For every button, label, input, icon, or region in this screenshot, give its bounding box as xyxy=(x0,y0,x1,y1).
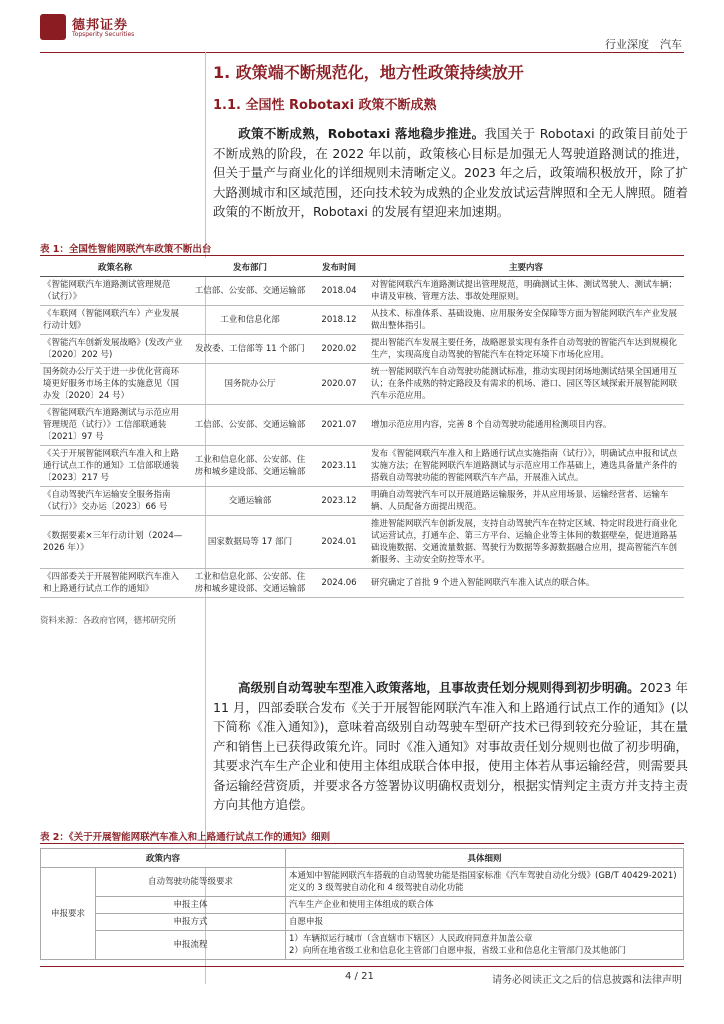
company-logo-icon xyxy=(40,14,66,40)
table-row xyxy=(40,364,684,405)
column-header: 政策内容 xyxy=(41,849,286,868)
content-cell: 推进智能网联汽车创新发展，支持自动驾驶汽车在特定区域、特定时段进行商业化试运营试点，打通车企、第三方平台、运输企业等主体间的数据壁垒，促进道路基础设施数据、交通流量数据、驾驶行为数据等多源数据融合应用，提高智能汽车创新服务、主动安全防控等水平。 xyxy=(368,516,684,569)
date-cell: 2018.12 xyxy=(310,306,368,335)
table-row xyxy=(40,446,684,487)
footer-divider xyxy=(40,966,684,967)
department-cell: 发改委、工信部等 11 个部门 xyxy=(190,335,310,364)
department-cell: 国务院办公厅 xyxy=(190,364,310,405)
department-cell: 工业和信息化部、公安部、住房和城乡建设部、交通运输部 xyxy=(190,446,310,487)
paragraph-lead: 政策不断成熟，Robotaxi 落地稳步推进。 xyxy=(238,126,485,141)
table-row xyxy=(41,897,684,914)
paragraph-admission-policy xyxy=(213,678,688,815)
item-name-cell: 自动驾驶功能等级要求 xyxy=(96,868,286,897)
column-header: 主要内容 xyxy=(368,258,684,277)
item-name-cell: 申报方式 xyxy=(96,914,286,931)
policy-name-cell: 《四部委关于开展智能网联汽车准入和上路通行试点工作的通知》 xyxy=(40,569,190,598)
notice-detail-table xyxy=(40,848,684,960)
department-cell: 工业和信息化部、公安部、住房和城乡建设部、交通运输部 xyxy=(190,569,310,598)
content-cell: 从技术、标准体系、基础设施、应用服务安全保障等方面为智能网联汽车产业发展做出整体指引。 xyxy=(368,306,684,335)
subsection-heading: 1.1. 全国性 Robotaxi 政策不断成熟 xyxy=(213,98,437,113)
department-cell: 国家数据局等 17 部门 xyxy=(190,516,310,569)
item-name-cell: 申报主体 xyxy=(96,897,286,914)
paragraph-policy-maturity xyxy=(213,124,688,222)
content-cell: 提出智能汽车发展主要任务，战略愿景实现有条件自动驾驶的智能汽车达到规模化生产，实现高度自动驾驶的智能汽车在特定环境下市场化应用。 xyxy=(368,335,684,364)
policy-name-cell: 《自动驾驶汽车运输安全服务指南（试行）》交办运〔2023〕66 号 xyxy=(40,487,190,516)
table-row xyxy=(40,335,684,364)
policy-name-cell: 《数据要素×三年行动计划（2024—2026 年）》 xyxy=(40,516,190,569)
table-row xyxy=(40,277,684,306)
item-name-cell: 申报流程 xyxy=(96,931,286,960)
policy-name-cell: 《车联网（智能网联汽车）产业发展行动计划》 xyxy=(40,306,190,335)
logo-english-name: Topsperity Securities xyxy=(72,31,135,38)
table-row xyxy=(41,914,684,931)
table-header-row xyxy=(41,849,684,868)
content-cell: 明确自动驾驶汽车可以开展道路运输服务，并从应用场景、运输经营者、运输车辆、人员配备方面提出规范。 xyxy=(368,487,684,516)
policy-name-cell: 《智能汽车创新发展战略》(发改产业〔2020〕202 号) xyxy=(40,335,190,364)
content-cell: 发布《智能网联汽车准入和上路通行试点实施指南（试行）》，明确试点申报和试点实施方法；在智能网联汽车道路测试与示范应用工作基础上，遴选具备量产条件的搭载自动驾驶功能的智能网联汽车产品，开展准入试点。 xyxy=(368,446,684,487)
policy-name-cell: 《智能网联汽车道路测试与示范应用管理规范（试行）》工信部联通装〔2021〕97 号 xyxy=(40,405,190,446)
date-cell: 2020.02 xyxy=(310,335,368,364)
content-cell: 增加示范应用内容，完善 8 个自动驾驶功能通用检测项目内容。 xyxy=(368,405,684,446)
page-number: 4 / 21 xyxy=(345,971,374,982)
policy-name-cell: 国务院办公厅关于进一步优化营商环境更好服务市场主体的实施意见（国办发〔2020〕24 号） xyxy=(40,364,190,405)
logo-chinese-name: 德邦证券 xyxy=(72,18,129,33)
detail-cell: 汽车生产企业和使用主体组成的联合体 xyxy=(286,897,684,914)
table1-source: 资料来源：各政府官网，德邦研究所 xyxy=(40,616,177,626)
table1-caption: 表 1：全国性智能网联汽车政策不断出台 xyxy=(40,244,212,255)
column-header: 发布时间 xyxy=(310,258,368,277)
table2-caption-rule xyxy=(40,843,684,844)
date-cell: 2024.06 xyxy=(310,569,368,598)
table-row xyxy=(40,569,684,598)
table-row xyxy=(40,516,684,569)
column-header: 具体细则 xyxy=(286,849,684,868)
paragraph-body: 我国关于 Robotaxi 的政策目前处于不断成熟的阶段，在 2022 年以前，政策核心目标是加强无人驾驶道路测试的推进，但关于量产与商业化的详细规则未清晰定义。2023 年之后，政策端积极放开，除了扩大路测城市和区域范围，还向技术较为成熟的企业发放试运营牌照和全无人牌照。随着政策的不断放开，Robotaxi 的发展有望迎来加速期。 xyxy=(213,126,689,219)
detail-cell: 自愿申报 xyxy=(286,914,684,931)
content-cell: 统一智能网联汽车自动驾驶功能测试标准，推动实现封闭场地测试结果全国通用互认；在条件成熟的特定路段及有需求的机场、港口、园区等区域探索开展智能网联汽车示范应用。 xyxy=(368,364,684,405)
date-cell: 2024.01 xyxy=(310,516,368,569)
column-header: 政策名称 xyxy=(40,258,190,277)
date-cell: 2023.11 xyxy=(310,446,368,487)
table-row xyxy=(40,405,684,446)
department-cell: 工信部、公安部、交通运输部 xyxy=(190,277,310,306)
date-cell: 2023.12 xyxy=(310,487,368,516)
table1-caption-rule xyxy=(40,255,684,256)
column-header: 发布部门 xyxy=(190,258,310,277)
report-category: 行业深度 汽车 xyxy=(605,38,682,51)
content-cell: 研究确定了首批 9 个进入智能网联汽车准入试点的联合体。 xyxy=(368,569,684,598)
detail-cell: 1）车辆拟运行城市（含直辖市下辖区）人民政府同意并加盖公章 2）向所在地省级工业和信息化主管部门自愿申报，省级工业和信息化主管部门及其他部门 xyxy=(286,931,684,960)
header-divider xyxy=(40,52,684,53)
policy-table xyxy=(40,258,684,598)
policy-name-cell: 《关于开展智能网联汽车准入和上路通行试点工作的通知》工信部联通装〔2023〕217 号 xyxy=(40,446,190,487)
detail-cell: 本通知中智能网联汽车搭载的自动驾驶功能是指国家标准《汽车驾驶自动化分级》(GB/T 40429-2021) 定义的 3 级驾驶自动化和 4 级驾驶自动化功能 xyxy=(286,868,684,897)
paragraph-body: 2023 年 11 月，四部委联合发布《关于开展智能网联汽车准入和上路通行试点工作的通知》(以下简称《准入通知》)，意味着高级别自动驾驶车型研产技术已得到较充分验证，其在量产和销售上已获得政策允许。同时《准入通知》对事故责任划分规则也做了初步明确，其要求汽车生产企业和使用主体组成联合体申报，使用主体若从事运输经营，则需要具备运输经营资质，并要求各方签署协议明确权责划分，根据实情判定主责方并支持主责方向其他方追偿。 xyxy=(213,680,689,812)
department-cell: 工业和信息化部 xyxy=(190,306,310,335)
date-cell: 2021.07 xyxy=(310,405,368,446)
table-header-row xyxy=(40,258,684,277)
footer-disclaimer: 请务必阅读正文之后的信息披露和法律声明 xyxy=(492,975,682,986)
table-row xyxy=(41,931,684,960)
group-label-cell: 申报要求 xyxy=(41,868,96,960)
department-cell: 交通运输部 xyxy=(190,487,310,516)
date-cell: 2020.07 xyxy=(310,364,368,405)
table-row xyxy=(40,487,684,516)
table2-caption: 表 2：《关于开展智能网联汽车准入和上路通行试点工作的通知》细则 xyxy=(40,832,331,843)
content-cell: 对智能网联汽车道路测试提出管理规范，明确测试主体、测试驾驶人、测试车辆；申请及审核、管理方法、事故处理原则。 xyxy=(368,277,684,306)
date-cell: 2018.04 xyxy=(310,277,368,306)
department-cell: 工信部、公安部、交通运输部 xyxy=(190,405,310,446)
section-heading: 1. 政策端不断规范化，地方性政策持续放开 xyxy=(213,63,524,82)
policy-name-cell: 《智能网联汽车道路测试管理规范（试行）》 xyxy=(40,277,190,306)
table-row xyxy=(40,306,684,335)
paragraph-lead: 高级别自动驾驶车型准入政策落地，且事故责任划分规则得到初步明确。 xyxy=(238,680,640,695)
table-row xyxy=(41,868,684,897)
